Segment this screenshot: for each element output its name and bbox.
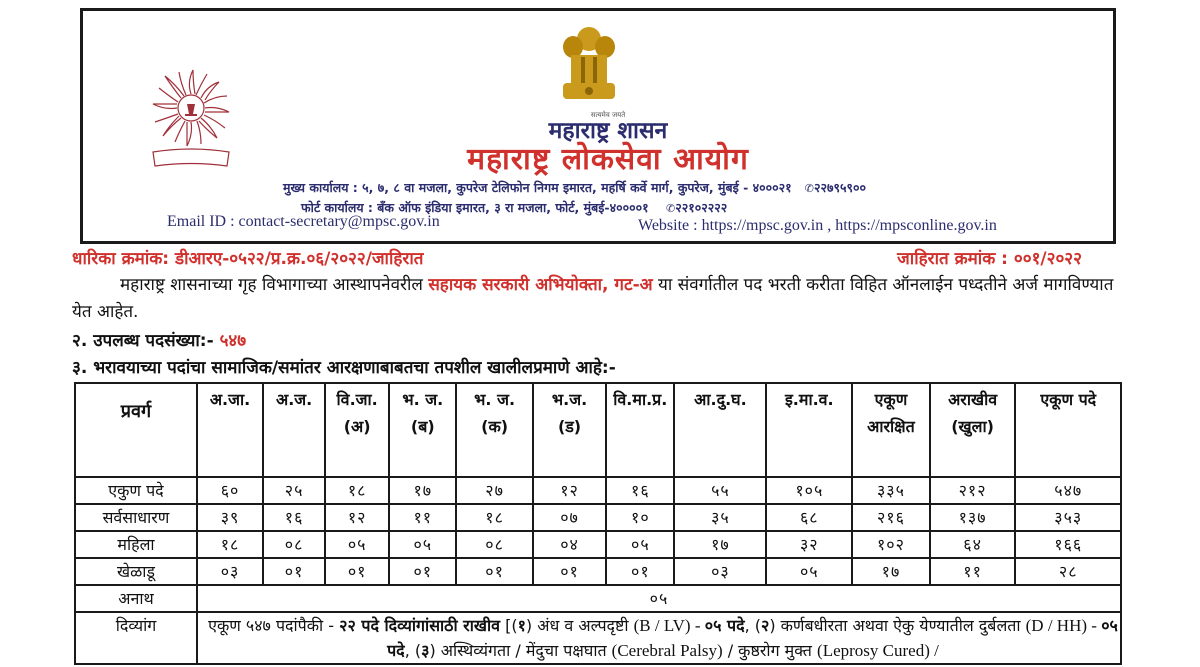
column-header [263,383,325,477]
value-cell: ६० [197,477,263,504]
letterhead [80,8,1116,244]
column-header-line: अ.जा. [209,390,251,409]
intro-after: या संवर्गातील पद भरती करीता विहित ऑनलाईन पध्दतीने अर्ज मागविण्यात येत आहेत. [72,275,1114,322]
column-header-line: आ.दु.घ. [694,390,747,409]
email-link[interactable]: Email ID : contact-secretary@mpsc.gov.in [167,213,440,230]
column-header-line: अ.ज. [275,390,313,409]
value-cell: १३७ [930,504,1016,531]
disabled-text-part: / कुष्ठरोग मुक्त [722,641,818,660]
value-cell: १६ [263,504,325,531]
column-header-line: अराखीव [948,390,998,409]
disabled-text-part: ) अस्थिव्यंगता / मेंदुचा पक्षघात [429,641,612,660]
value-cell: ०१ [263,558,325,585]
column-header [674,383,766,477]
fort-office-phone: २२१०२२२२ [675,200,728,215]
column-header-line: एकूण [874,390,908,409]
table-row-disabled [75,612,1121,664]
value-cell: २१६ [852,504,930,531]
head-office-text: मुख्य कार्यालय : ५, ७, ८ वा मजला, कुपरेज टेलिफोन निगम इमारत, महर्षि कर्वे मार्ग, कुपरेज, मुंबई - ४०००२१ [283,180,792,195]
orphan-value-cell: ०५ [197,585,1121,612]
disabled-text-part: २२ पदे दिव्यांगांसाठी राखीव [339,616,500,635]
column-header [389,383,456,477]
disabled-text-part: १ [517,616,526,635]
head-office-phone: २२७९५९०० [813,180,866,195]
value-cell: २५ [263,477,325,504]
value-cell: १८ [197,531,263,558]
disabled-text-part: ) अंध व अल्पदृष्टी [525,616,634,635]
disabled-text-part: , ( [744,616,761,635]
table-row [75,558,1121,585]
phone-icon: ✆ [666,202,676,215]
category-cell: खेळाडू [75,558,197,585]
value-cell: ०३ [197,558,263,585]
value-cell: २७ [456,477,532,504]
emblem-motto: सत्यमेव जयते [590,111,626,119]
column-header [75,383,197,477]
value-cell: १७ [389,477,456,504]
column-header [197,383,263,477]
table-row-orphan [75,585,1121,612]
disabled-text-part: ०५ पदे [387,616,1118,660]
value-cell: १६६ [1015,531,1121,558]
category-cell: दिव्यांग [75,612,197,664]
head-office-address [283,179,866,196]
column-header [325,383,389,477]
government-name: महाराष्ट्र शासन [548,118,668,144]
advertisement-number: जाहिरात क्रमांक : ००१/२०२२ [897,249,1082,269]
disabled-text-part: [( [499,616,518,635]
value-cell: ६८ [766,504,852,531]
column-header-line: (अ) [343,417,371,436]
disabled-text-part: ३ [421,641,430,660]
value-cell: १६ [606,477,674,504]
intro-before: महाराष्ट्र शासनाच्या गृह विभागाच्या आस्थापनेवरील [120,275,429,295]
fort-office-text: फोर्ट कार्यालय : बँक ऑफ इंडिया इमारत, ३ रा मजला, फोर्ट, मुंबई-४००००१ [301,200,649,215]
category-cell: अनाथ [75,585,197,612]
value-cell: ५५ [674,477,766,504]
value-cell: ०१ [533,558,606,585]
value-cell: १८ [456,504,532,531]
value-cell: ०५ [606,531,674,558]
value-cell: ०८ [263,531,325,558]
value-cell: ३३५ [852,477,930,504]
value-cell: १७ [674,531,766,558]
value-cell: १०२ [852,531,930,558]
column-header-line: इ.मा.व. [784,390,834,409]
available-posts [72,328,246,351]
category-cell: महिला [75,531,197,558]
value-cell: १८ [325,477,389,504]
value-cell: ०३ [674,558,766,585]
value-cell: ०८ [456,531,532,558]
value-cell: ०५ [389,531,456,558]
column-header-line: आरक्षित [867,417,915,436]
column-header-line: भ. ज. [474,390,516,409]
disabled-text-part: २ [760,616,770,635]
column-header-line: (खुला) [951,417,994,436]
column-header [606,383,674,477]
value-cell: ३५ [674,504,766,531]
disabled-description-cell [197,612,1121,664]
value-cell: २८ [1015,558,1121,585]
category-cell: एकुण पदे [75,477,197,504]
value-cell: ०४ [533,531,606,558]
national-emblem-icon [553,21,625,111]
table-row [75,477,1121,504]
table-header-row [75,383,1121,477]
column-header-line: भ. ज. [402,390,444,409]
value-cell: १०५ [766,477,852,504]
value-cell: २१२ [930,477,1016,504]
table-row [75,504,1121,531]
reservation-heading: ३. भरावयाच्या पदांचा सामाजिक/समांतर आरक्षणाबाबतचा तपशील खालीलप्रमाणे आहे:- [72,358,616,378]
website-link[interactable]: Website : https://mpsc.gov.in , https://mpsconline.gov.in [638,217,997,234]
post-name: सहायक सरकारी अभियोक्ता, गट-अ [428,275,653,295]
value-cell: १२ [325,504,389,531]
column-header-line: (ब) [410,417,435,436]
column-header-line: एकूण पदे [1040,390,1097,409]
value-cell: ०५ [766,558,852,585]
value-cell: ०१ [325,558,389,585]
value-cell: १७ [852,558,930,585]
phone-icon: ✆ [804,182,814,195]
column-header-line: वि.जा. [336,390,378,409]
disabled-text-part: (Leprosy Cured) / [817,641,939,660]
column-header [766,383,852,477]
column-header [456,383,532,477]
value-cell: ०१ [456,558,532,585]
column-header-line: वि.मा.प्र. [613,390,668,409]
value-cell: ११ [389,504,456,531]
column-header [533,383,606,477]
column-header [1015,383,1121,477]
column-header-line: प्रवर्ग [120,401,152,422]
disabled-text-part: , ( [404,641,422,660]
value-cell: ५४७ [1015,477,1121,504]
commission-name: महाराष्ट्र लोकसेवा आयोग [467,142,749,177]
value-cell: ६४ [930,531,1016,558]
disabled-text-part: (D / HH) - [1025,616,1102,635]
file-number: धारिका क्रमांक: डीआरए-०५२२/प्र.क्र.०६/२०२२/जाहिरात [72,249,424,269]
disabled-text-part: ) कर्णबधीरता अथवा ऐकु येण्यातील दुर्बलता [769,616,1026,635]
column-header-line: (क) [481,417,509,436]
column-header [930,383,1016,477]
value-cell: ३५३ [1015,504,1121,531]
category-cell: सर्वसाधारण [75,504,197,531]
value-cell: १२ [533,477,606,504]
value-cell: ०१ [606,558,674,585]
disabled-text-part: ०५ पदे [704,616,745,635]
value-cell: ०७ [533,504,606,531]
intro-paragraph [72,272,1122,326]
disabled-text-part: एकूण ५४७ पदांपैकी - [208,616,340,635]
column-header [852,383,930,477]
table-row [75,531,1121,558]
available-posts-value: ५४७ [219,331,247,351]
value-cell: ११ [930,558,1016,585]
column-header-line: भ.ज. [551,390,588,409]
value-cell: ३२ [766,531,852,558]
available-posts-label: २. उपलब्ध पदसंख्या:- [72,331,220,351]
reservation-table [74,382,1122,665]
value-cell: १० [606,504,674,531]
disabled-text-part: (Cerebral Palsy) [611,641,723,660]
value-cell: ०५ [325,531,389,558]
column-header-line: (ड) [557,417,582,436]
disabled-text-part: (B / LV) - [633,616,705,635]
value-cell: ०१ [389,558,456,585]
value-cell: ३९ [197,504,263,531]
